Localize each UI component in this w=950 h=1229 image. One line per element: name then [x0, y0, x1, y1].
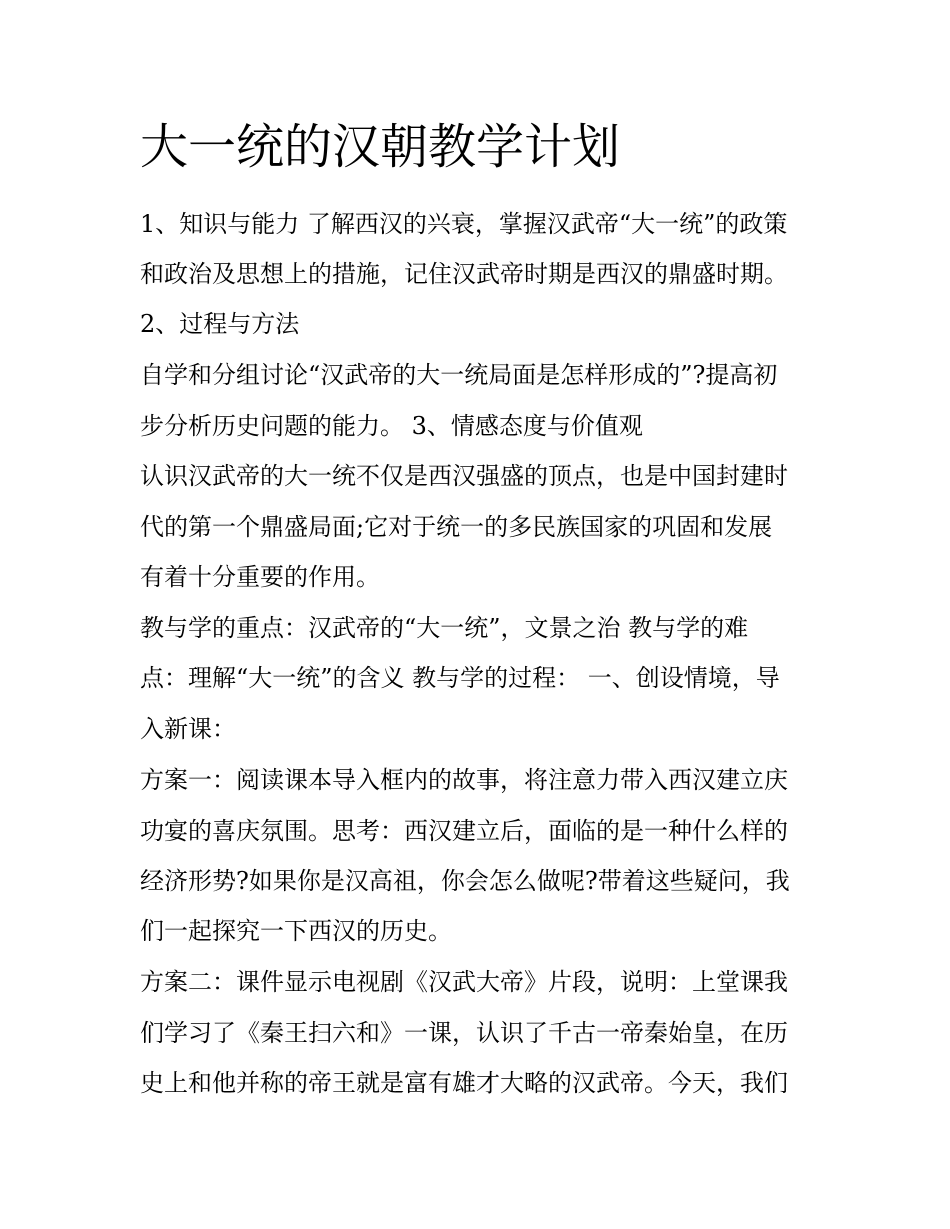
paragraph-line: 点：理解“大一统”的含义 教与学的过程： 一、创设情境，导	[140, 664, 780, 692]
paragraph-line: 和政治及思想上的措施，记住汉武帝时期是西汉的鼎盛时期。	[140, 260, 788, 288]
paragraph-line: 们一起探究一下西汉的历史。	[140, 917, 452, 945]
paragraph-line: 入新课：	[140, 715, 236, 743]
paragraph-line: 步分析历史问题的能力。 3、情感态度与价值观	[140, 412, 643, 440]
document-title: 大一统的汉朝教学计划	[140, 119, 621, 175]
paragraph-line: 1、知识与能力 了解西汉的兴衰，掌握汉武帝“大一统”的政策	[140, 210, 788, 238]
paragraph-line: 们学习了《秦王扫六和》一课，认识了千古一帝秦始皇，在历	[140, 1019, 788, 1047]
paragraph-line: 认识汉武帝的大一统不仅是西汉强盛的顶点，也是中国封建时	[140, 462, 788, 490]
paragraph-line: 自学和分组讨论“汉武帝的大一统局面是怎样形成的”?提高初	[140, 361, 778, 389]
paragraph-line: 经济形势?如果你是汉高祖，你会怎么做呢?带着这些疑问，我	[140, 867, 790, 895]
paragraph-line: 2、过程与方法	[140, 310, 300, 338]
paragraph-line: 代的第一个鼎盛局面;它对于统一的多民族国家的巩固和发展	[140, 513, 773, 541]
paragraph-line: 有着十分重要的作用。	[140, 563, 380, 591]
paragraph-line: 功宴的喜庆氛围。思考：西汉建立后，面临的是一种什么样的	[140, 817, 788, 845]
paragraph-line: 教与学的重点：汉武帝的“大一统”，文景之治 教与学的难	[140, 614, 749, 642]
paragraph-line: 方案二：课件显示电视剧《汉武大帝》片段，说明：上堂课我	[140, 968, 788, 996]
paragraph-line: 方案一：阅读课本导入框内的故事，将注意力带入西汉建立庆	[140, 766, 788, 794]
paragraph-line: 史上和他并称的帝王就是富有雄才大略的汉武帝。今天，我们	[140, 1069, 788, 1097]
